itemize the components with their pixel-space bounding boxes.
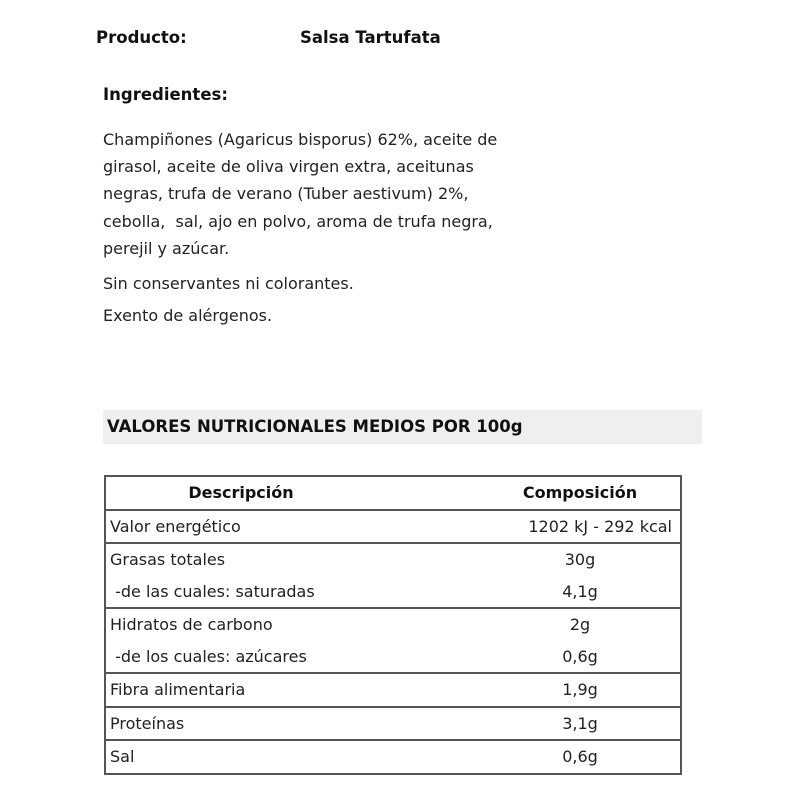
row-description: Proteínas xyxy=(110,713,185,733)
table-row xyxy=(106,544,680,576)
column-header-description: Descripción xyxy=(188,483,294,502)
table-row xyxy=(106,609,680,641)
table-group-fiber xyxy=(106,672,680,706)
product-label: Producto: xyxy=(96,28,187,47)
ingredients-title: Ingredientes: xyxy=(103,85,228,104)
row-value: 0,6g xyxy=(562,646,598,666)
table-row xyxy=(106,576,680,608)
table-row xyxy=(106,708,680,740)
ingredients-line: perejil y azúcar. xyxy=(103,238,230,258)
table-row xyxy=(106,511,680,543)
table-row xyxy=(106,741,680,773)
product-name: Salsa Tartufata xyxy=(300,28,441,47)
preservatives-note: Sin conservantes ni colorantes. xyxy=(103,274,354,293)
row-value: 3,1g xyxy=(562,713,598,733)
row-value: 2g xyxy=(569,615,591,634)
row-value: 1202 kJ - 292 kcal xyxy=(528,516,672,536)
row-description: Valor energético xyxy=(110,516,241,536)
ingredients-line: cebolla, sal, ajo en polvo, aroma de trufa negra, xyxy=(103,211,493,231)
table-group-fats xyxy=(106,542,680,607)
table-group-salt xyxy=(106,739,680,773)
allergens-note: Exento de alérgenos. xyxy=(103,306,273,325)
table-group-carbs xyxy=(106,607,680,672)
row-description: -de los cuales: azúcares xyxy=(110,646,307,666)
ingredients-text xyxy=(103,126,603,262)
row-value: 1,9g xyxy=(562,680,598,699)
row-description: Hidratos de carbono xyxy=(110,615,273,634)
row-value: 4,1g xyxy=(562,581,598,601)
table-row xyxy=(106,674,680,706)
row-description: Fibra alimentaria xyxy=(110,680,246,699)
nutrition-table xyxy=(104,475,682,775)
column-header-composition: Composición xyxy=(522,483,638,502)
row-description: Grasas totales xyxy=(110,550,226,569)
product-row xyxy=(96,28,596,52)
table-row xyxy=(106,641,680,673)
table-group-protein xyxy=(106,706,680,740)
ingredients-line: Champiñones (Agaricus bisporus) 62%, aceite de xyxy=(103,130,498,149)
row-value: 0,6g xyxy=(562,747,598,766)
row-description: Sal xyxy=(110,747,135,766)
nutrition-section-header xyxy=(103,410,702,444)
ingredients-line: girasol, aceite de oliva virgen extra, aceitunas xyxy=(103,157,474,177)
row-value: 30g xyxy=(564,550,596,569)
row-description: -de las cuales: saturadas xyxy=(110,581,315,601)
table-header-row xyxy=(106,477,680,509)
nutrition-title: VALORES NUTRICIONALES MEDIOS POR 100g xyxy=(107,417,523,436)
table-header-group xyxy=(106,477,680,509)
ingredients-line: negras, trufa de verano (Tuber aestivum) 2%, xyxy=(103,184,469,204)
table-group-energy xyxy=(106,509,680,543)
